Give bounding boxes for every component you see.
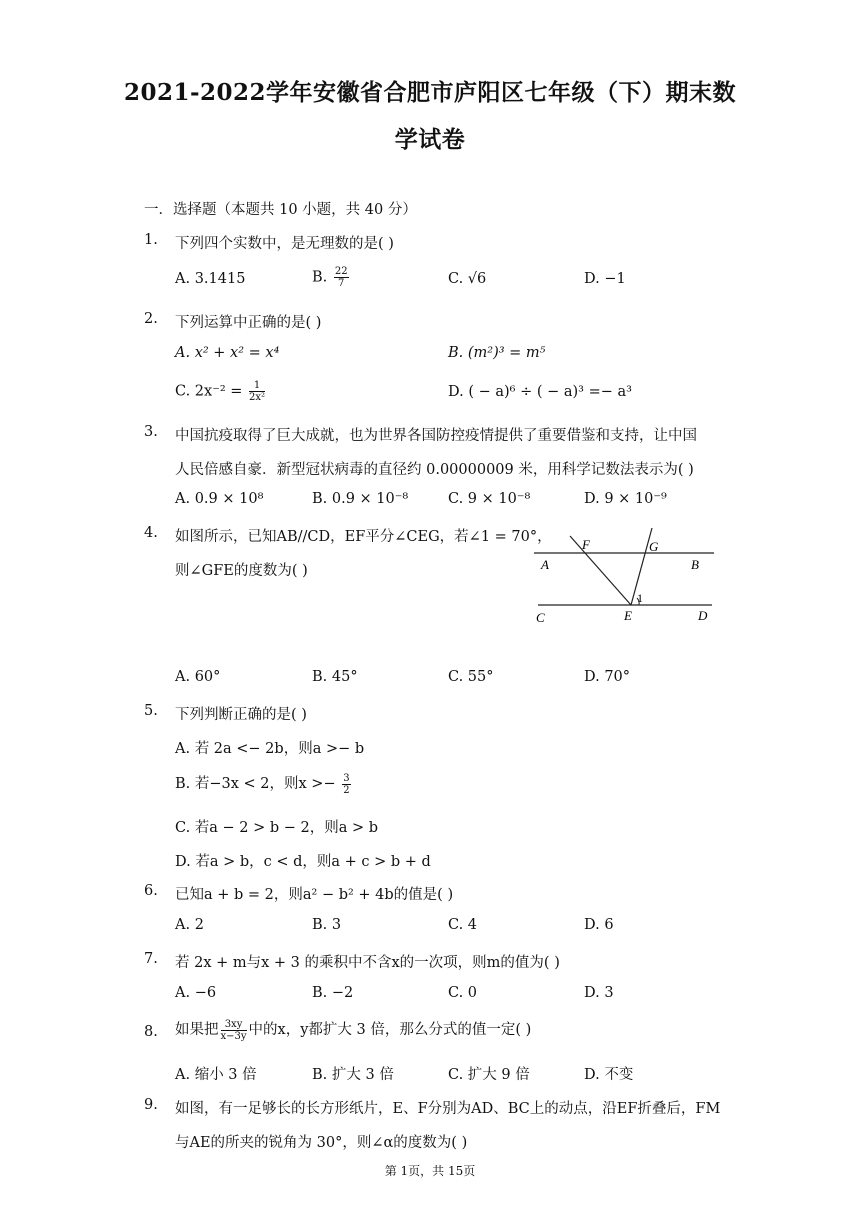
question-8-number: 8. [144, 1024, 158, 1040]
q4-option-d: D. 70° [584, 669, 631, 685]
parallel-lines-figure [528, 524, 718, 634]
q5-option-c: C. 若a − 2 > b − 2，则a > b [175, 820, 379, 836]
page-title-line2: 学试卷 [394, 126, 466, 153]
q1-option-a: A. 3.1415 [175, 271, 246, 287]
question-7-stem: 若 2x + m与x + 3 的乘积中不含x的一次项，则m的值为( ) [175, 955, 560, 971]
q7-option-b: B. −2 [312, 985, 354, 1001]
q5-option-b-fraction: $\frac{3}{2}$ [343, 772, 350, 796]
q8-stem-fraction: $\frac{3xy}{x-3y}$ [220, 1018, 247, 1042]
question-3-stem-line1: 中国抗疫取得了巨大成就，也为世界各国防控疫情提供了重要借鉴和支持，让中国 [175, 428, 697, 444]
q5-option-a: A. 若 2a <− 2b，则a >− b [175, 741, 365, 757]
q8-option-b: B. 扩大 3 倍 [312, 1067, 394, 1083]
section-heading: 一．选择题（本题共 10 小题，共 40 分） [144, 202, 417, 218]
question-1-stem: 下列四个实数中，是无理数的是( ) [175, 236, 394, 252]
q1-option-d: D. −1 [584, 271, 626, 287]
q6-option-a: A. 2 [175, 917, 204, 933]
q8-option-a: A. 缩小 3 倍 [175, 1067, 257, 1083]
q3-option-b: B. 0.9 × 10⁻⁸ [312, 491, 409, 507]
q2-option-c: C. 2x⁻² = $\frac{1}{\text{2x²}}$ [175, 380, 266, 403]
question-6-stem: 已知a + b = 2，则a² − b² + 4b的值是( ) [175, 887, 454, 903]
label-a: A [541, 557, 549, 572]
q1-option-b-fraction: $\frac{22}{7}$ [334, 266, 348, 289]
label-angle-1: 1 [637, 591, 643, 605]
question-9-number: 9. [144, 1097, 158, 1113]
q6-option-d: D. 6 [584, 917, 614, 933]
q2-option-c-fraction: $\frac{1}{\text{2x²}}$ [249, 380, 266, 403]
line-ef [570, 536, 631, 605]
q4-option-a: A. 60° [175, 669, 221, 685]
q7-option-c: C. 0 [448, 985, 478, 1001]
label-e: E [624, 608, 632, 623]
label-b: B [691, 557, 699, 572]
question-5-number: 5. [144, 703, 158, 719]
q3-option-d: D. 9 × 10⁻⁹ [584, 491, 667, 507]
q6-option-b: B. 3 [312, 917, 342, 933]
question-7-number: 7. [144, 951, 158, 967]
q1-option-b: B. $\frac{22}{7}$ [312, 266, 348, 289]
question-1-number: 1. [144, 232, 158, 248]
q6-option-c: C. 4 [448, 917, 478, 933]
question-4-stem-line2: 则∠GFE的度数为( ) [175, 563, 308, 579]
question-2-stem: 下列运算中正确的是( ) [175, 315, 322, 331]
question-6-number: 6. [144, 883, 158, 899]
q2-option-b: B. (m²)³ = m⁵ [448, 345, 546, 361]
question-3-number: 3. [144, 424, 158, 440]
q5-option-b: B. 若−3x < 2，则x >− $\frac{3}{2}$ [175, 772, 350, 796]
question-9-stem-line1: 如图，有一足够长的长方形纸片，E、F分别为AD、BC上的动点，沿EF折叠后，FM [175, 1101, 721, 1117]
q8-option-c: C. 扩大 9 倍 [448, 1067, 530, 1083]
question-4-stem-line1: 如图所示，已知AB//CD，EF平分∠CEG，若∠1 = 70°， [175, 529, 552, 545]
q5-option-d: D. 若a > b，c < d，则a + c > b + d [175, 854, 431, 870]
q2-option-d: D. ( − a)⁶ ÷ ( − a)³ =− a³ [448, 384, 632, 400]
page-title-line1: 2021-2022学年安徽省合肥市庐阳区七年级（下）期末数 [123, 79, 737, 106]
q3-option-a: A. 0.9 × 10⁸ [175, 491, 264, 507]
question-4-number: 4. [144, 525, 158, 541]
q3-option-c: C. 9 × 10⁻⁸ [448, 491, 531, 507]
question-8-stem: 如果把 $\frac{3xy}{x-3y}$ 中的x，y都扩大 3 倍，那么分式的值一定( ) [175, 1018, 532, 1042]
q7-option-a: A. −6 [175, 985, 217, 1001]
label-d: D [698, 608, 708, 623]
label-c: C [536, 610, 545, 625]
q1-option-c: C. √6 [448, 271, 487, 287]
label-g: G [649, 539, 659, 554]
label-f: F [582, 537, 590, 552]
question-2-number: 2. [144, 311, 158, 327]
q4-option-c: C. 55° [448, 669, 494, 685]
q2-option-a: A. x² + x² = x⁴ [175, 345, 280, 361]
question-3-stem-line2: 人民倍感自豪．新型冠状病毒的直径约 0.00000009 米，用科学记数法表示为( ) [175, 462, 694, 478]
q7-option-d: D. 3 [584, 985, 614, 1001]
page-footer: 第 1页，共 15页 [384, 1164, 476, 1178]
q8-option-d: D. 不变 [584, 1067, 634, 1083]
question-9-stem-line2: 与AE的所夹的锐角为 30°，则∠α的度数为( ) [175, 1135, 468, 1151]
question-5-stem: 下列判断正确的是( ) [175, 707, 307, 723]
q4-option-b: B. 45° [312, 669, 358, 685]
